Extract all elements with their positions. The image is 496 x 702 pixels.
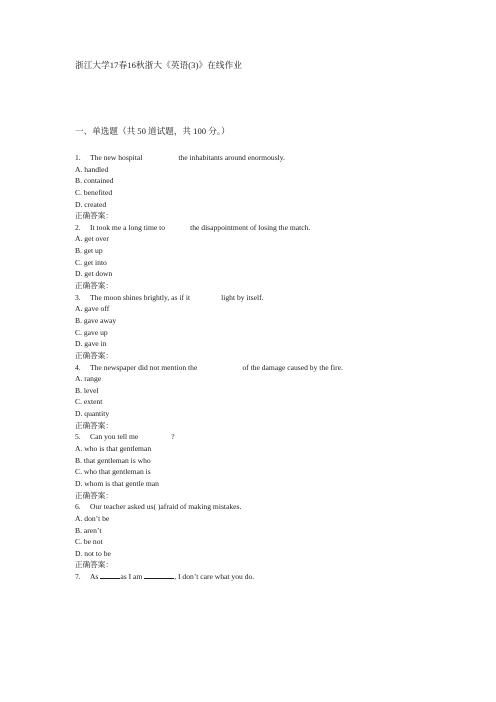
stem-text: light by itself. (221, 292, 264, 302)
option-a[interactable]: A. get over (75, 234, 109, 244)
option-c[interactable]: C. benefited (75, 187, 113, 197)
option-a[interactable]: A. gave off (75, 304, 110, 314)
question-4 (75, 362, 475, 432)
answer-label: 正确答案： (75, 211, 113, 221)
question-7 (75, 571, 475, 583)
option-a[interactable]: A. don’t be (75, 513, 110, 523)
section-heading: 一、单选题（共 50 道试题，共 100 分。） (75, 126, 230, 136)
stem-text: Our teacher asked us( )afraid of making mistakes. (90, 502, 242, 512)
document-title: 浙江大学17春16秋浙大《英语(3)》在线作业 (75, 60, 243, 70)
option-b[interactable]: B. get up (75, 246, 103, 256)
question-stem (75, 292, 475, 304)
option-c[interactable]: C. extent (75, 397, 103, 407)
option-b[interactable]: B. that gentleman is who (75, 455, 151, 465)
stem-text: ? (171, 432, 175, 442)
answer-label: 正确答案： (75, 560, 113, 570)
question-number: 2. (75, 222, 81, 232)
question-number: 1. (75, 153, 81, 162)
stem-text: of the damage caused by the fire. (242, 362, 343, 372)
question-5 (75, 431, 475, 501)
answer-label: 正确答案： (75, 281, 113, 291)
stem-text: The moon shines brightly, as if it (90, 292, 191, 302)
question-stem (75, 501, 475, 513)
option-d[interactable]: D. whom is that gentle man (75, 478, 159, 488)
question-list (75, 152, 475, 583)
stem-text: The new hospital (90, 153, 143, 162)
stem-text: Can you tell me (90, 432, 139, 442)
question-3 (75, 292, 475, 362)
question-number: 5. (75, 432, 81, 442)
option-a[interactable]: A. handled (75, 164, 109, 174)
option-c[interactable]: C. who that gentleman is (75, 467, 151, 477)
question-stem (75, 152, 475, 164)
option-c[interactable]: C. be not (75, 537, 103, 547)
stem-text: the inhabitants around enormously. (178, 153, 285, 162)
question-6 (75, 501, 475, 571)
option-c[interactable]: C. gave up (75, 327, 108, 337)
answer-label: 正确答案： (75, 490, 113, 500)
option-a[interactable]: A. range (75, 374, 102, 384)
option-b[interactable]: B. gave away (75, 315, 117, 325)
stem-text: As (90, 572, 99, 582)
question-number: 3. (75, 292, 81, 302)
stem-text: It took me a long time to (90, 222, 166, 232)
question-1 (75, 152, 475, 222)
option-d[interactable]: D. created (75, 199, 107, 209)
answer-label: 正确答案： (75, 420, 113, 430)
option-b[interactable]: B. aren’t (75, 525, 102, 535)
answer-blank (100, 571, 120, 579)
stem-text: as I am (120, 572, 143, 582)
question-number: 4. (75, 362, 81, 372)
question-2 (75, 222, 475, 292)
option-d[interactable]: D. get down (75, 269, 113, 279)
answer-label: 正确答案： (75, 350, 113, 360)
question-stem (75, 571, 475, 583)
option-d[interactable]: D. gave in (75, 339, 107, 349)
question-stem (75, 431, 475, 443)
option-c[interactable]: C. get into (75, 257, 107, 267)
answer-blank (144, 571, 174, 579)
option-d[interactable]: D. not to be (75, 548, 111, 558)
question-number: 6. (75, 502, 81, 512)
question-stem (75, 222, 475, 234)
stem-text: The newspaper did not mention the (90, 362, 198, 372)
option-d[interactable]: D. quantity (75, 409, 110, 419)
question-number: 7. (75, 572, 81, 582)
question-stem (75, 362, 475, 374)
stem-text: , I don’t care what you do. (174, 572, 255, 582)
option-a[interactable]: A. who is that gentleman (75, 444, 152, 454)
stem-text: the disappointment of losing the match. (190, 222, 311, 232)
option-b[interactable]: B. contained (75, 176, 114, 186)
option-b[interactable]: B. level (75, 385, 99, 395)
